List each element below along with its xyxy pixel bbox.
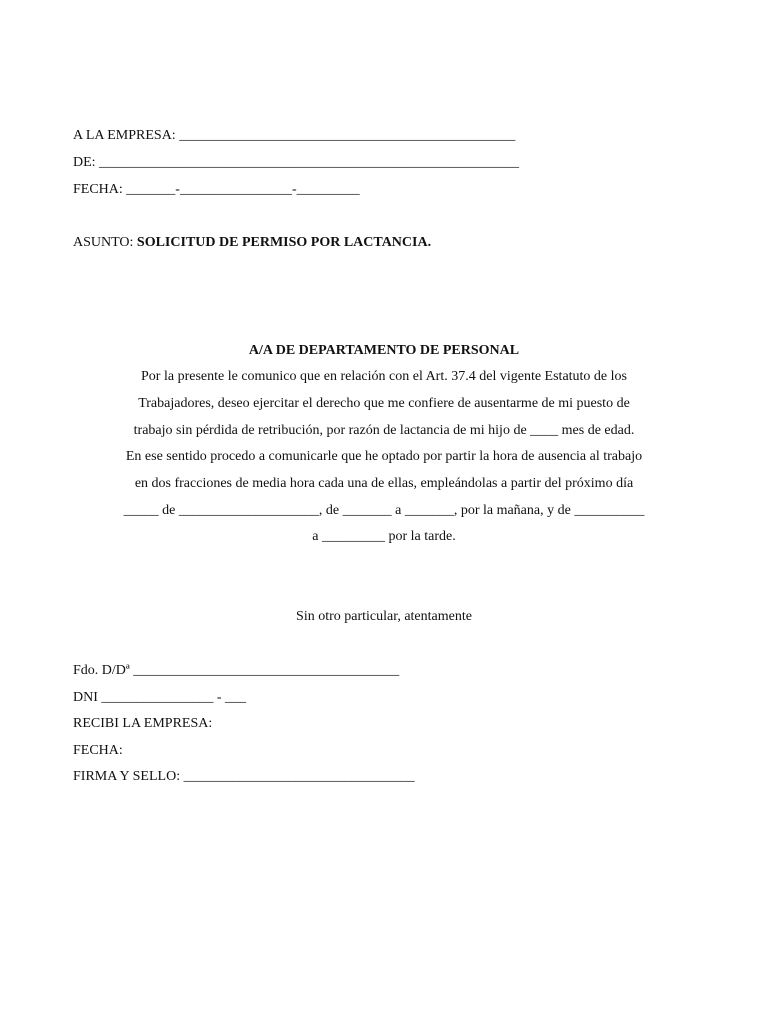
closing-line: Sin otro particular, atentamente xyxy=(296,609,472,624)
body-line-1: Por la presente le comunico que en relación con el Art. 37.4 del vigente Estatuto de los xyxy=(141,369,627,384)
body-line-6: _____ de ____________________, de _______ a _______, por la mañana, y de __________ xyxy=(123,503,645,518)
asunto-label: ASUNTO: xyxy=(73,235,137,250)
department-heading: A/A DE DEPARTAMENTO DE PERSONAL xyxy=(248,343,520,358)
asunto-line xyxy=(73,234,431,252)
fecha-line: FECHA: _______-________________-_________ xyxy=(73,182,360,197)
signature-stamp-line: FIRMA Y SELLO: _________________________________ xyxy=(73,769,415,784)
body-line-2: Trabajadores, deseo ejercitar el derecho que me confiere de ausentarme de mi puesto de xyxy=(138,396,630,411)
signature-line: Fdo. D/Dª ______________________________________ xyxy=(73,663,400,678)
dni-line: DNI ________________ - ___ xyxy=(73,690,247,705)
asunto-value: SOLICITUD DE PERMISO POR LACTANCIA. xyxy=(136,235,432,250)
body-line-3: trabajo sin pérdida de retribución, por razón de lactancia de mi hijo de ____ mes de edad. xyxy=(133,423,635,438)
received-line: RECIBI LA EMPRESA: xyxy=(73,716,213,731)
empresa-line: A LA EMPRESA: ________________________________________________ xyxy=(73,128,516,143)
de-line: DE: ____________________________________________________________ xyxy=(73,155,520,170)
body-line-7: a _________ por la tarde. xyxy=(312,529,456,544)
body-line-5: en dos fracciones de media hora cada una de ellas, empleándolas a partir del próximo día xyxy=(134,476,634,491)
body-line-4: En ese sentido procedo a comunicarle que he optado por partir la hora de ausencia al trabajo xyxy=(125,449,643,464)
received-date-line: FECHA: xyxy=(73,743,123,758)
